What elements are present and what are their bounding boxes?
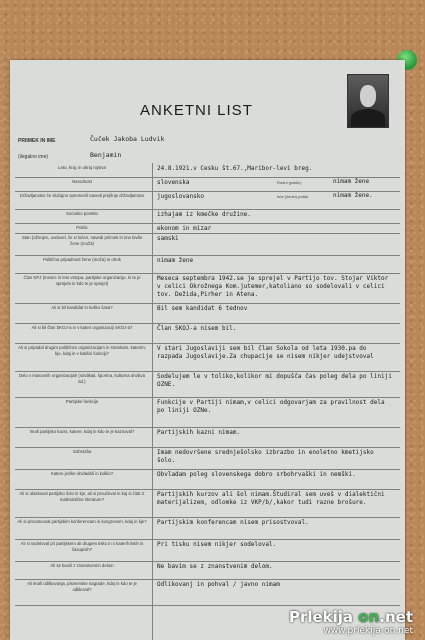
side-label: Rodni (poklic) xyxy=(277,180,302,185)
question-label: Leto, kraj, in okraj rojstva xyxy=(58,165,106,170)
brand-part: .net xyxy=(379,608,413,626)
answer-text: izhajam iz kmečke družine. xyxy=(157,211,251,218)
form-row xyxy=(15,323,400,344)
form-row xyxy=(15,343,400,372)
question-label: Stan (oženjen, ovdovel, če si ločen, navedi priimek in ime bivše žene (moža) xyxy=(21,235,143,246)
question-label: Član KPJ (mesec in leto vstopa, partijske organizacije, ki te je sprejela in kdo te je sprejel) xyxy=(23,275,141,286)
side-label: Ime (ženin) poklic xyxy=(277,194,309,199)
question-label: Delo v masovnih organizacijah (sindikati, športna, kulturna društva itd.) xyxy=(18,373,146,384)
answer-text: ekonom in mizar xyxy=(157,225,212,232)
form-row xyxy=(15,469,400,490)
answer-text: Partijskim konferencam nisem prisostvoval. xyxy=(157,519,309,526)
answer-text: slovenska xyxy=(157,179,190,186)
side-value: nimam žene. xyxy=(333,192,373,199)
answer-text: Obvladam poleg slovenskega dobro srbohrvaški in nemški. xyxy=(157,471,356,478)
question-label: Ali se baviš z znanstvenim delom xyxy=(50,563,114,568)
surname-label: PRIIMEK IN IME xyxy=(18,138,56,144)
question-label: Ali si pripadal drugim političnim organizacijam in strankam, katerim, kje, kdaj in v kakšni funkciji? xyxy=(18,345,146,356)
question-label: Ali si prisostvoval partijskim konferencam in kongresom, kdaj in kje? xyxy=(17,519,147,524)
answer-text: Partijskih kazni nimam. xyxy=(157,429,241,436)
form-row xyxy=(15,447,400,470)
portrait-face xyxy=(360,85,376,107)
illegal-name-value: Benjamin xyxy=(90,151,122,159)
form-row xyxy=(15,255,400,274)
form-row xyxy=(15,177,400,192)
question-label: Poklic xyxy=(76,225,88,230)
question-label: Katere jezike obvladaš in koliko? xyxy=(50,471,114,476)
form-row xyxy=(15,303,400,324)
watermark-url: www.prlekija-on.net xyxy=(323,626,413,636)
answer-text: Bil sem kandidat 6 tednov xyxy=(157,305,248,312)
answer-text: Član SKOJ-a nisem bil. xyxy=(157,325,237,332)
brand-part-on: on xyxy=(358,608,380,626)
form-row xyxy=(15,561,400,580)
answer-text: samski xyxy=(157,235,179,242)
answer-text: Funkcije v Partiji nimam,v celici odgovarjam za pravilnost dela po liniji OZNe. xyxy=(157,399,389,414)
brand-part: Prlekija xyxy=(288,608,359,626)
question-label: Politična pripadnost žene (moža) in otrok xyxy=(43,257,121,262)
question-label: Ali si bil član SKOJ-a in v kateri organizaciji SKOJ-a? xyxy=(31,325,133,330)
answer-text: Partijskih kurzov ali šol nimam.Študiral sem uveš v dialektični materijalizem, odlomke iz VKP/b/,kakor tudi razne brošure. xyxy=(157,491,389,506)
form-row xyxy=(15,397,400,428)
form-row xyxy=(15,191,400,210)
question-label: Ali si sodeloval pri partijskem ali drugem tisku in v katerih listih in časopisih? xyxy=(20,541,144,552)
portrait-coat xyxy=(351,109,385,127)
question-label: Izobrazba xyxy=(72,449,92,454)
question-label: Partijske funkcije xyxy=(65,399,99,404)
question-label: Ali imaš odlikovanja, pismenske nagrade, kdaj in kdo te je odlikoval? xyxy=(27,581,137,592)
answer-text: Imam nedovršene srednješolsko izbrazbo in enoletno kmetijsko šolo. xyxy=(157,449,378,464)
side-value: nimam žene xyxy=(333,178,370,185)
answer-text: Pri tisku nisem nikjer sodeloval. xyxy=(157,541,277,548)
form-row xyxy=(15,517,400,540)
form-row xyxy=(15,273,400,304)
form-row xyxy=(15,371,400,398)
surname-value: Čuček Jakoba Ludvik xyxy=(90,135,165,143)
answer-text: jugoslovansko xyxy=(157,193,204,200)
answer-text: V stari Jugoslaviji sem bil član Sokola od leta 1930.pa do razpada Jugoslavije.Za chupacije se nisem nikjer udejstvoval xyxy=(157,345,374,360)
answer-text: 24.8.1921.v Cesku št.67.,Maribor-levi breg. xyxy=(157,165,313,172)
answer-text: Sodelujem le v toliko,kolikor mi dopušča čas poleg dela po liniji OZNE. xyxy=(157,373,396,388)
form-row xyxy=(15,489,400,518)
question-label: Narodnost xyxy=(72,179,92,184)
form-row xyxy=(15,233,400,256)
watermark-brand xyxy=(289,608,413,626)
document-sheet xyxy=(10,60,405,640)
question-label: Imaš partijsko kazni, katere, kdaj in kdo te je kaznoval? xyxy=(29,429,135,434)
form-row xyxy=(15,209,400,224)
watermark xyxy=(289,608,413,636)
form-row xyxy=(15,539,400,562)
form-row xyxy=(15,163,400,178)
questionnaire-table xyxy=(15,163,400,640)
portrait-photo xyxy=(347,74,389,128)
form-row xyxy=(15,579,400,606)
question-label: Državljanstvo če slučajno spremenil navedi prejšnje državljanstvo xyxy=(19,193,145,198)
illegal-name-label: (ilegalno ime) xyxy=(18,154,49,160)
question-label: Ali si obiskoval partijsko šolo in kje, ali si proučeval in kaj si čital iz marksistične literature? xyxy=(19,491,145,502)
question-label: Socialno poreklo xyxy=(66,211,98,216)
page-title: ANKETNI LIST xyxy=(140,102,253,119)
answer-text: Ne bavim se z znanstvenim delom. xyxy=(157,563,273,570)
form-row xyxy=(15,427,400,448)
answer-text: Odlikovanj in pohval / javno nimam xyxy=(157,581,280,588)
question-label: Ali si bil kandidat in koliko časa? xyxy=(51,305,113,310)
answer-text: Meseca septembra 1942.se je sprejel v Partijo tov. Stojar Viktor v celici Okrožnega Kom.jutemer,katoliano so sodelovali v celici tov. Dežida,Pirher in Atena. xyxy=(157,275,392,298)
answer-text: nimam žene xyxy=(157,257,194,264)
